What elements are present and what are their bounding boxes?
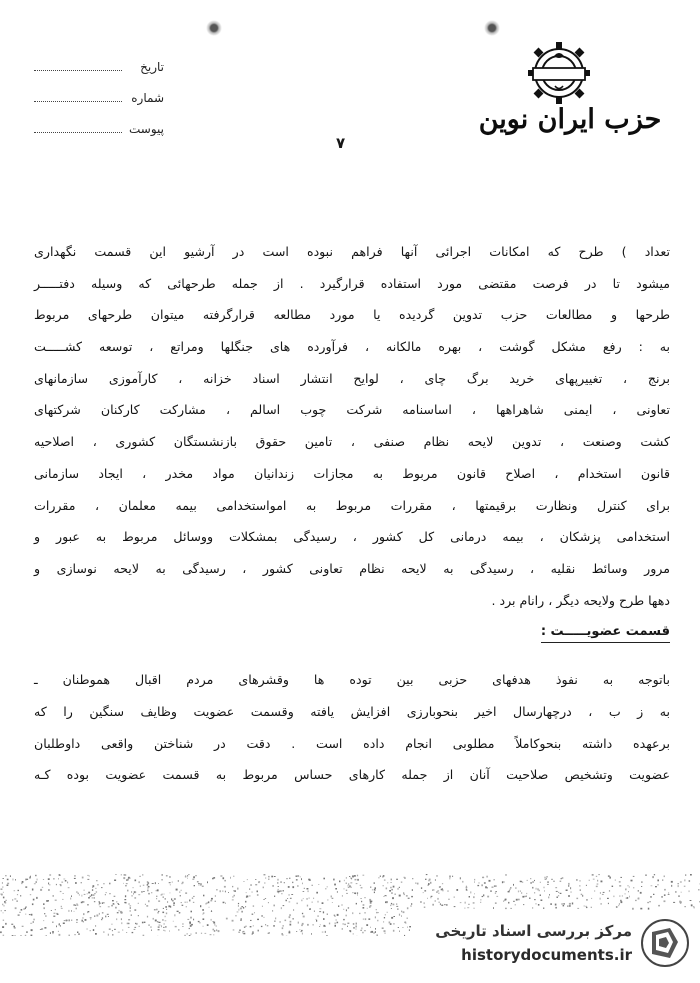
watermark-title: مرکز بررسی اسناد تاریخی — [435, 922, 632, 940]
body-line: تعداد ) طرح که امکانات اجرائی آنها فراهم نبوده است در آرشیو این قسمت نگهداری — [34, 244, 670, 259]
body-line: میشود تا در فرصت مقتضی مورد استفاده قرارگیرد . از جمله طرحهائی که وسیله دفتـــــر — [34, 275, 670, 291]
party-name: حزب ایران نوین — [478, 104, 662, 135]
watermark-url: historydocuments.ir — [461, 946, 632, 964]
body-line: کشت وصنعت ، تدوین لایحه نظام صنفی ، تامین حقوق بازنشستگان کشوری ، اصلاحیه — [34, 434, 670, 450]
letter-meta-fields — [34, 60, 164, 153]
punch-hole — [206, 20, 222, 36]
section-heading: قسمت عضویـــــت : — [541, 622, 670, 643]
body-line: برنج ، تغییرپهای خرید برگ چای ، لوایح انتشار اسناد خزانه ، کارآموزی سازمانهای — [34, 370, 670, 386]
body-line: برای کنترل ونظارت برقیمتها ، مقررات مربوط به امواستخدامی بیمه معلمان ، مقررات — [34, 497, 670, 513]
archive-logo-icon — [640, 918, 690, 968]
party-emblem-icon — [524, 38, 594, 108]
date-field — [34, 60, 164, 91]
attachment-field — [34, 122, 164, 153]
section-line: برعهده داشته بنحوکاملاً مطلوبی انجام داده است . دقت در شناختن واقعی داوطلبان — [34, 735, 670, 751]
date-label: تاریخ — [140, 60, 164, 74]
dotted-line — [34, 132, 122, 133]
letter-body — [34, 236, 670, 791]
body-line: استخدامی پزشکان ، بیمه درمانی کل کشور ، رسیدگی بمشکلات ووسائل مربوط به عبور و — [34, 529, 670, 545]
section-line: به ز ب ، درچهارسال اخیر بنحوبارزی افزایش یافته وقسمت عضویت وظایف سنگین را که — [34, 703, 670, 719]
section-line: باتوجه به نفوذ هدفهای حزبی بین توده ها وقشرهای مردم اقبال هموطنان ـ — [34, 672, 670, 688]
body-line: طرحها و مطالعات حزب تدوین گردیده یا مورد مطالعه قرارگرفته میتوان طرحهای مربوط — [34, 307, 670, 323]
page-number: ۷ — [336, 134, 346, 152]
body-line: قانون استخدام ، اصلاح قانون مربوط به مجازات زندانیان مواد مخدر ، ایجاد سازمانی — [34, 465, 670, 481]
punch-hole — [484, 20, 500, 36]
body-line: مرور وسائط نقلیه ، رسیدگی به لایحه نظام تعاونی کشور ، رسیدگی به لایحه نوسازی و — [34, 560, 670, 576]
dotted-line — [34, 101, 122, 102]
body-line: دهها طرح ولایحه دیگر ، رانام برد . — [491, 592, 670, 608]
archive-watermark — [420, 916, 692, 972]
attachment-label: پیوست — [129, 122, 164, 136]
body-line: تعاونی ، ایمنی شاهراهها ، اساسنامه شرکت چوب اسالم ، مشارکت کارکنان شرکتهای — [34, 402, 670, 418]
section-line: عضویت وتشخیص صلاحیت آنان از جمله کارهای حساس مربوط به قسمت عضویت بوده کـه — [34, 767, 670, 783]
dotted-line — [34, 70, 122, 71]
number-field — [34, 91, 164, 122]
body-line: به : رفع مشکل گوشت ، بهره مالکانه ، فرآورده های جنگلها ومراتع ، توسعه کشـــــت — [34, 339, 670, 355]
section-heading-row — [34, 616, 670, 664]
number-label: شماره — [131, 91, 164, 105]
